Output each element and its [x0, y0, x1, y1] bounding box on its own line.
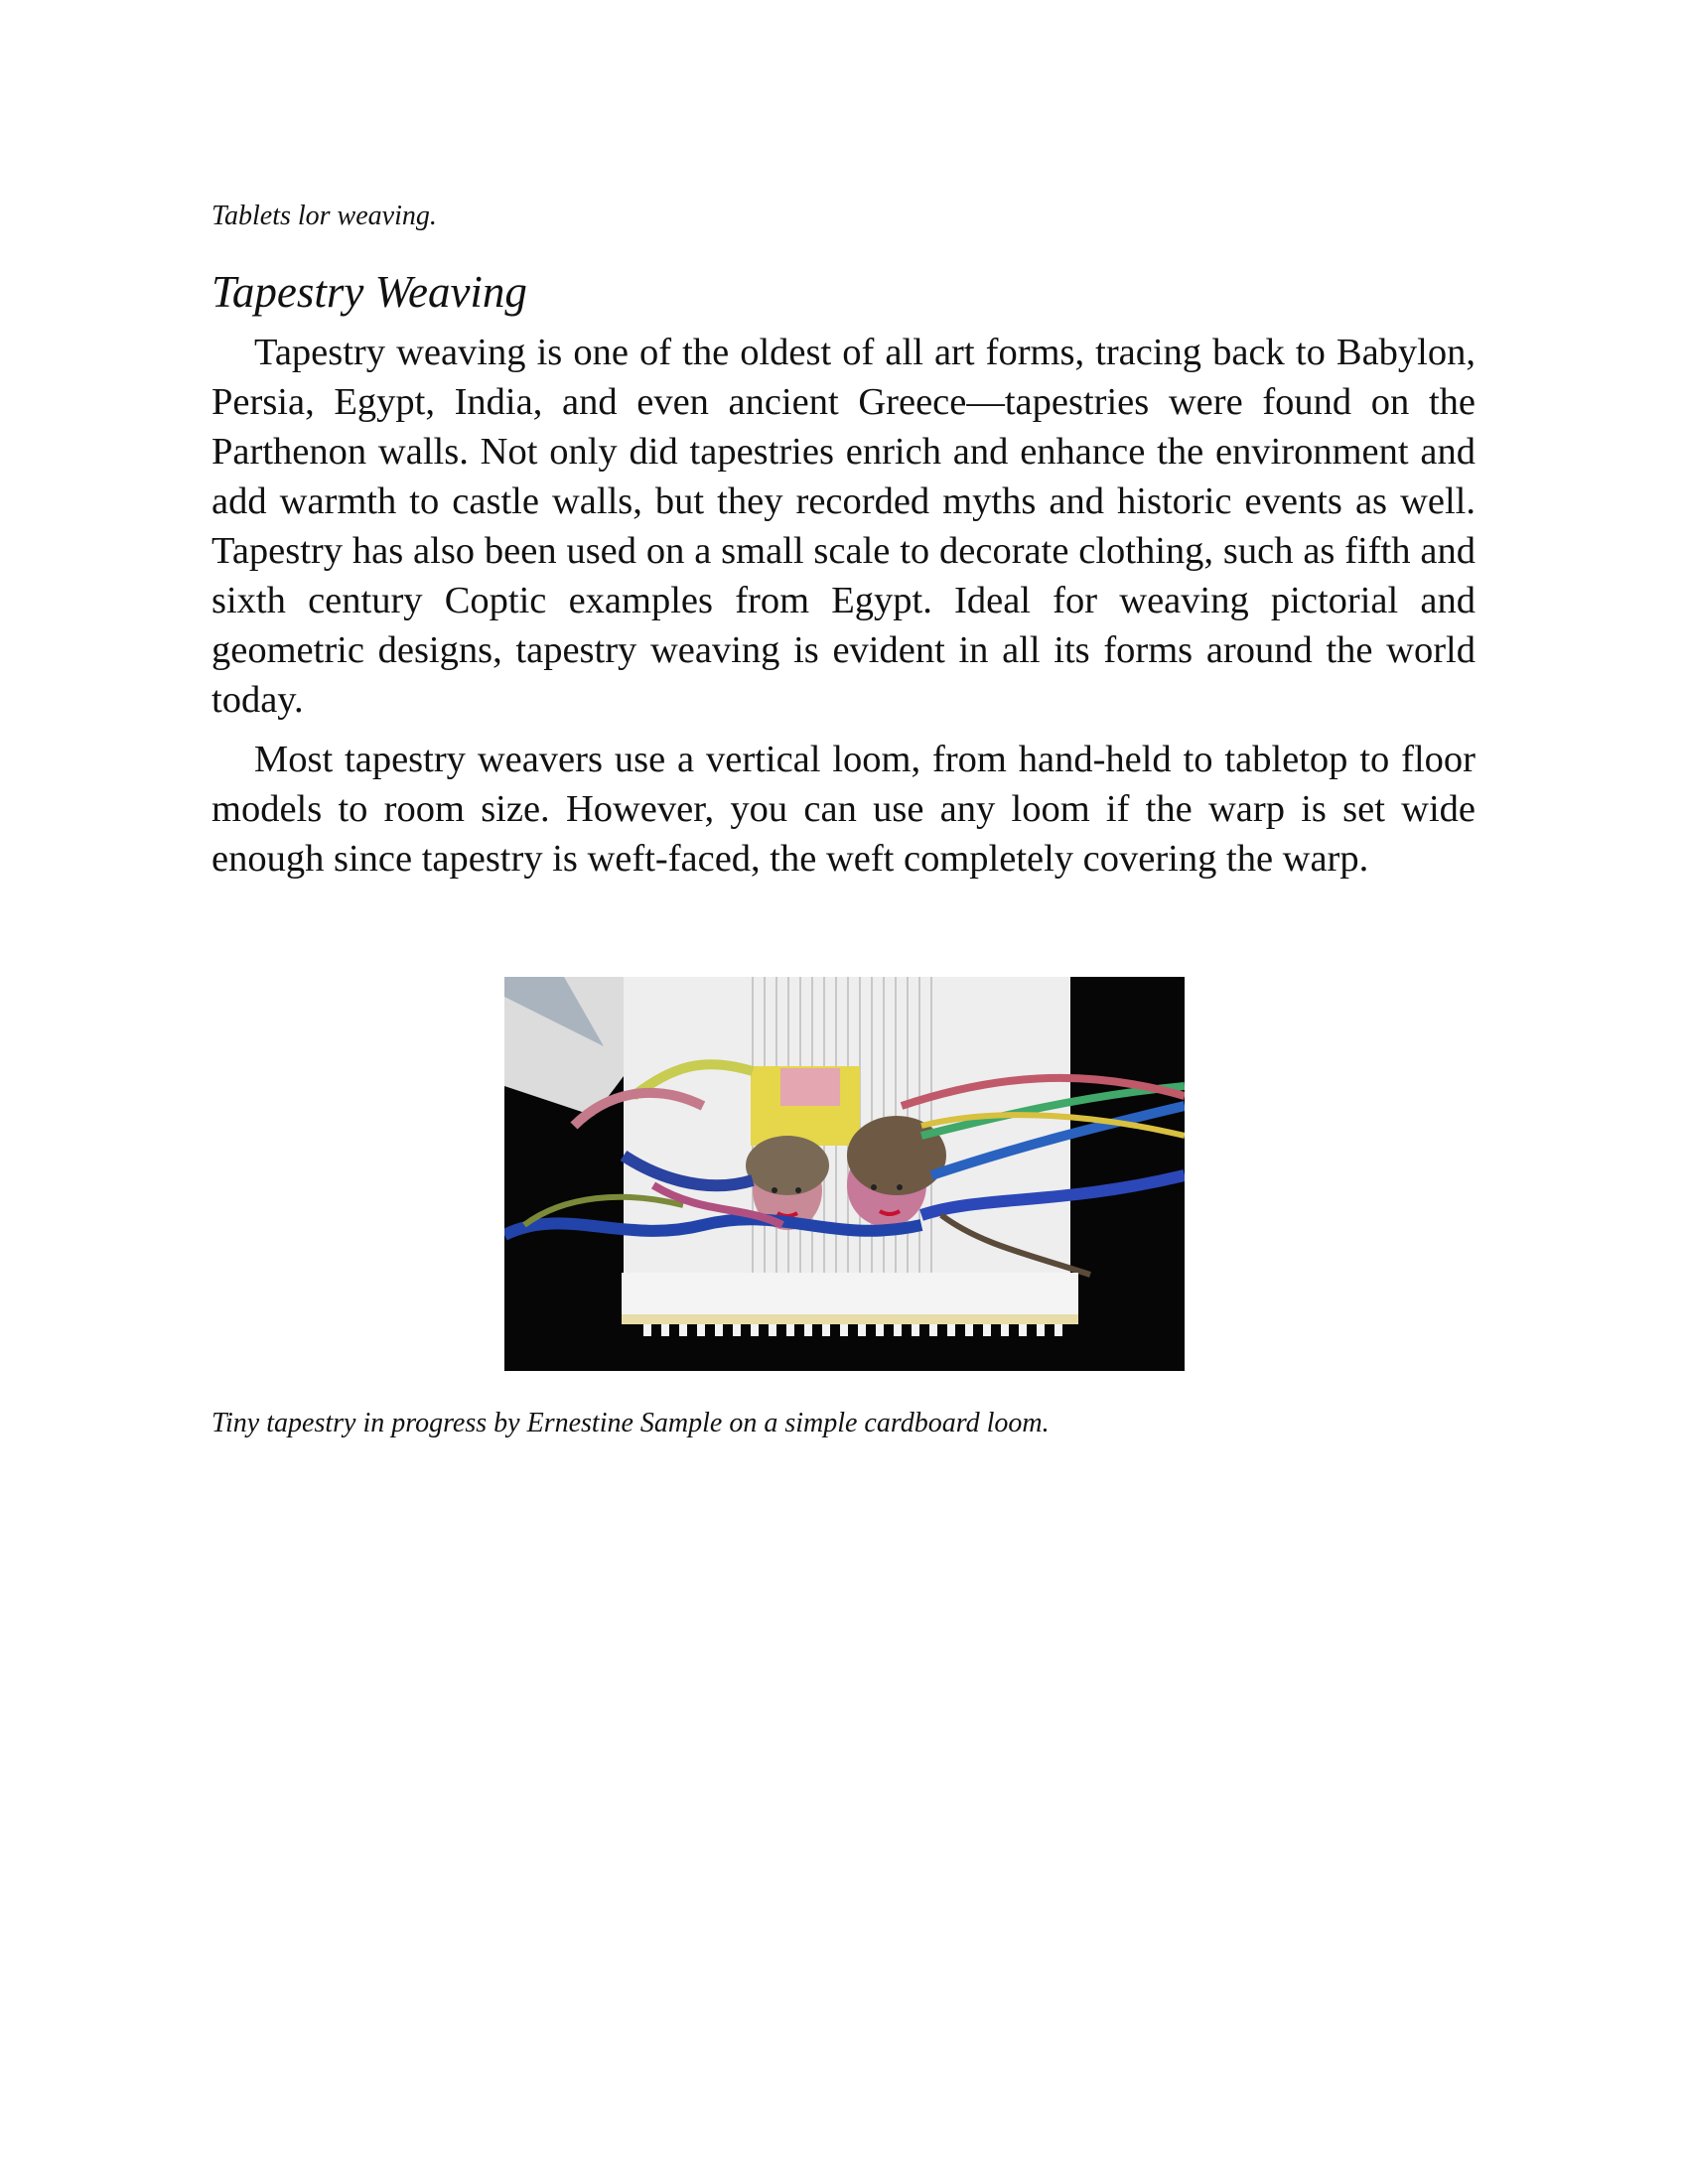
body-paragraph-1: Tapestry weaving is one of the oldest of all art forms, tracing back to Babylon, Persia, Egypt, India, and even ancient Greece—tapestries were found on the Parthenon walls. Not only did tapestries enrich and enhance the environment and add warmth to castle walls, but they recorded myths and historic events as well. Tapestry has also been used on a small scale to decorate clothing, such as fifth and sixth century Coptic examples from Egypt. Ideal for weaving pictorial and geometric designs, tapestry weaving is evident in all its forms around the world today.	[211, 332, 1476, 721]
tapestry-photo	[504, 977, 1185, 1371]
figure-caption: Tiny tapestry in progress by Ernestine Sample on a simple cardboard loom.	[211, 1408, 1050, 1438]
previous-figure-caption: Tablets lor weaving.	[211, 201, 437, 231]
section-heading: Tapestry Weaving	[211, 267, 527, 317]
body-paragraph-2: Most tapestry weavers use a vertical loom, from hand-held to tabletop to floor models to room size. However, you can use any loom if the warp is set wide enough since tapestry is weft-faced, the weft completely covering the warp.	[211, 739, 1476, 880]
tapestry-photo-illustration	[504, 977, 1185, 1371]
